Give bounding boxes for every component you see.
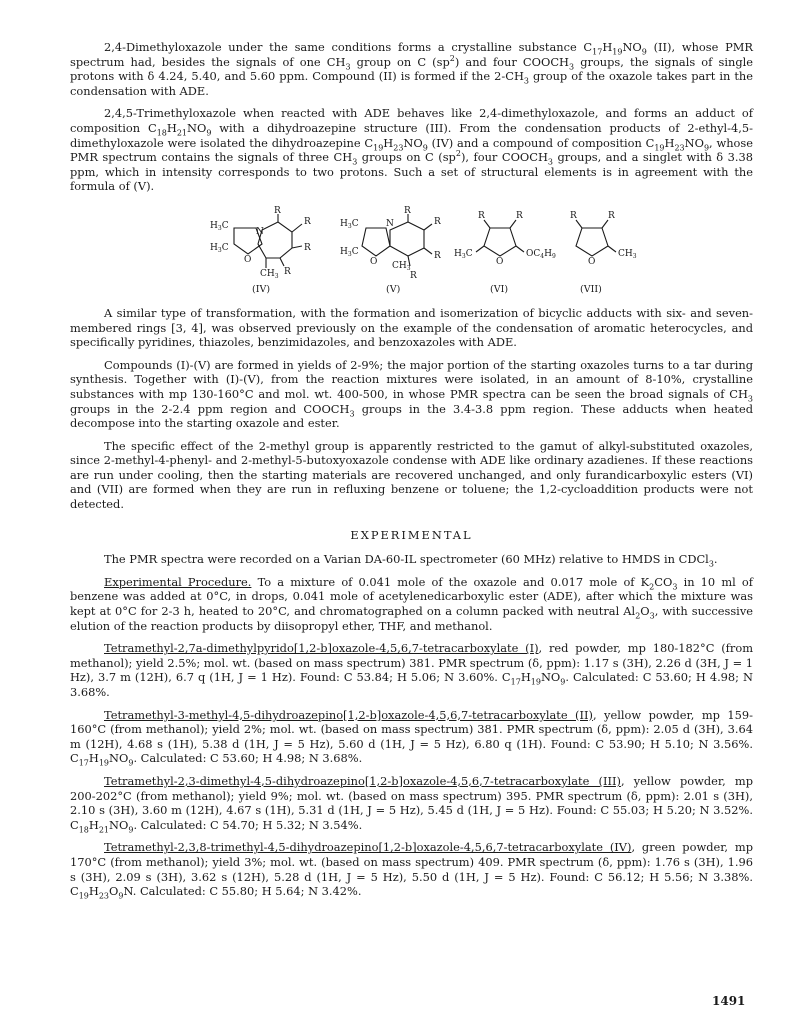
vii-label-o: O [588,256,596,267]
iv-label-r-right: R [304,216,311,227]
compound-iii-paragraph: Tetramethyl-2,3-dimethyl-4,5-dihydroazepino[1,2-b]oxazole-4,5,6,7-tetracarboxylate (III), yellow powder, mp 200-202°C (from methanol); yield 9%; mol. wt. (based on mass spectrum) 395. PMR spectrum (δ, ppm): 2.01 s (3H), 2.10 s (3H), 3.60 m (12H), 4.67 s (1H), 5.31 d (1H, J = 5 Hz), 5.45 d (1H, J = 5 Hz). Found: C 55.03; H 5.20; N 3.52%. $C_{18}H_{21}NO_9$. Calculated: C 54.70; H 5.32; N 3.54%. [70,773,753,835]
iv-label-r-mid: R [304,242,311,253]
caption-vi: (VI) [490,283,509,295]
iv-label-n: N [256,226,264,237]
structure-vii-furan-ring [576,228,608,256]
chemical-structures-svg [70,206,753,298]
v-label-r-bottom: R [410,270,417,281]
vii-label-r-right: R [608,210,615,221]
paragraph-5: The specific effect of the 2-methyl group is apparently restricted to the gamut of alkyl-substituted oxazoles, since 2-methyl-4-phenyl- and 2-methyl-5-butoxyoxazole condense with ADE like ordinary azadienes. If these reactions are run under cooling, then the starting materials are recovered unchanged, and only furandicarboxylic esters (VI) and (VII) are formed when they are run in refluxing benzene or toluene; the 1,2-cycloaddition products were not detected. [70,438,753,512]
caption-iv: (IV) [252,283,271,295]
iv-label-r-low: R [284,266,291,277]
paragraph-3: A similar type of transformation, with the formation and isomerization of bicyclic adducts with six- and seven-membered rings [3, 4], was observed previously on the example of the condensation of aromatic heterocycles, and specifically pyridines, thiazoles, benzimidazoles, and benzoxazoles with ADE. [70,305,753,350]
vii-label-ch3: $CH_3$ [618,248,637,260]
caption-v: (V) [386,283,401,295]
v-label-r-right: R [434,216,441,227]
compound-i-name: Tetramethyl-2,7a-dimethylpyrido[1,2-b]oxazole-4,5,6,7-tetracarboxylate (I) [104,641,539,656]
v-label-h3c-top: $H_3C$ [340,218,359,230]
paragraph-1: 2,4-Dimethyloxazole under the same conditions forms a crystalline substance $C_{17}H_{19}NO_9$ (II), whose PMR spectrum had, besides the signals of one $CH_3$ group on C $(sp^2)$ and four $COOCH_3$ groups, the signals of single protons with δ 4.24, 5.40, and 5.60 ppm. Compound (II) is formed if the $2-CH_3$ group of the oxazole takes part in the condensation with ADE. [70,40,754,98]
v-label-o: O [370,256,378,267]
vi-label-r-left: R [478,210,485,221]
paragraph-4: Compounds (I)-(V) are formed in yields of 2-9%; the major portion of the starting oxazoles turns to a tar during synthesis. Together with (I)-(V), from the reaction mixtures were isolated, in an amount of 8-10%, crystalline substances with mp 130-160°C and mol. wt. 400-500, in whose PMR spectra can be seen the broad signals of $CH_3$ groups in the 2-2.4 ppm region and $COOCH_3$ groups in the 3.4-3.8 ppm region. These adducts when heated decompose into the starting oxazole and ester. [70,357,753,431]
structure-v-six-ring [390,222,424,256]
pmr-paragraph: The PMR spectra were recorded on a Varian DA-60-IL spectrometer (60 MHz) relative to HMDS in CDCl$_3$. [104,552,718,569]
compound-iii-name: Tetramethyl-2,3-dimethyl-4,5-dihydroazepino[1,2-b]oxazole-4,5,6,7-tetracarboxylate (III) [104,773,621,788]
vii-label-r-left: R [570,210,577,221]
structure-figure [70,206,753,298]
vi-label-o: O [496,256,504,267]
vi-label-h3c: $H_3C$ [454,248,473,260]
compound-ii-paragraph: Tetramethyl-3-methyl-4,5-dihydroazepino[1,2-b]oxazole-4,5,6,7-tetracarboxylate (II), yellow powder, mp 159-160°C (from methanol); yield 2%; mol. wt. (based on mass spectrum) 381. PMR spectrum (δ, ppm): 2.05 d (3H), 3.64 m (12H), 4.68 s (1H), 5.38 d (1H, J = 5 Hz), 5.60 d (1H, J = 5 Hz), 6.80 q (1H). Found: C 53.90; H 5.10; N 3.56%. $C_{17}H_{19}NO_9$. Calculated: C 53.60; H 4.98; N 3.68%. [70,707,753,768]
vi-label-oc4h9: $OC_4H_9$ [526,248,556,260]
compound-iv-paragraph: Tetramethyl-2,3,8-trimethyl-4,5-dihydroazepino[1,2-b]oxazole-4,5,6,7-tetracarboxylate (IV), green powder, mp 170°C (from methanol); yield 3%; mol. wt. (based on mass spectrum) 409. PMR spectrum (δ, ppm): 1.76 s (3H), 1.96 s (3H), 2.09 s (3H), 3.62 s (12H), 5.28 d (1H, J = 5 Hz), 5.50 d (1H, J = 5 Hz). Found: C 56.12; H 5.56; N 3.38%. $C_{19}H_{23}O_9N$. Calculated: C 55.80; H 5.64; N 3.42%. [70,840,753,901]
compound-i-paragraph: Tetramethyl-2,7a-dimethylpyrido[1,2-b]oxazole-4,5,6,7-tetracarboxylate (I), red powder, mp 180-182°C (from methanol); yield 2.5%; mol. wt. (based on mass spectrum) 381. PMR spectrum (δ, ppm): 1.17 s (3H), 2.26 d (3H, J = 1 Hz), 3.7 m (12H), 6.7 q (1H, J = 1 Hz). Found: C 53.84; H 5.06; N 3.60%. $C_{17}H_{19}NO_9$. Calculated: C 53.60; H 4.98; N 3.68%. [70,641,754,699]
procedure-paragraph: Experimental Procedure. To a mixture of 0.041 mole of the oxazole and 0.017 mole of $K_2CO_3$ in 10 ml of benzene was added at 0°C, in drops, 0.041 mole of acetylenedicarboxylic ester (ADE), after which the mixture was kept at 0°C for 2-3 h, heated to 20°C, and chromatographed on a column packed with neutral $Al_2O_3$, with successive elution of the reaction products by diisopropyl ether, THF, and methanol. [70,574,753,633]
structure-v-five-ring [362,228,390,256]
iv-label-ch3: $CH_3$ [260,268,279,280]
iv-label-o: O [244,254,252,265]
structure-vi-furan-ring [484,228,516,256]
structure-vi [476,220,524,256]
v-label-ch3: $CH_3$ [392,260,411,272]
caption-vii: (VII) [580,283,602,295]
page-number: 1491 [712,994,746,1008]
page-content [70,40,753,899]
v-label-h3c-bottom: $H_3C$ [340,246,359,258]
section-heading: EXPERIMENTAL [350,527,473,542]
v-label-n: N [386,218,394,229]
paragraph-2: 2,4,5-Trimethyloxazole when reacted with ADE behaves like 2,4-dimethyloxazole, and forms an adduct of composition $C_{18}H_{21}NO_9$ with a dihydroazepine structure (III). From the condensation products of 2-ethyl-4,5-dimethyloxazole were isolated the dihydroazepine $C_{19}H_{23}NO_9$ (IV) and a compound of composition $C_{19}H_{23}NO_9$, whose PMR spectrum contains the signals of three $CH_3$ groups on C $(sp^2)$, four $COOCH_3$ groups, and a singlet with δ 3.38 ppm, which in intensity corresponds to two protons. Such a set of structural elements is in agreement with the formula of (V). [70,106,754,194]
procedure-label: Experimental Procedure. [104,574,252,589]
iv-label-h3c-top: $H_3C$ [210,220,229,232]
iv-label-h3c-bottom: $H_3C$ [210,242,229,254]
vi-label-r-right: R [516,210,523,221]
v-label-r-low: R [434,250,441,261]
structure-vii [576,220,616,256]
compound-iv-name: Tetramethyl-2,3,8-trimethyl-4,5-dihydroazepino[1,2-b]oxazole-4,5,6,7-tetracarboxylate (IV) [104,840,632,855]
v-label-r-top: R [404,205,411,216]
compound-ii-name: Tetramethyl-3-methyl-4,5-dihydroazepino[1,2-b]oxazole-4,5,6,7-tetracarboxylate (II) [104,707,593,722]
iv-label-r-top: R [274,205,281,216]
